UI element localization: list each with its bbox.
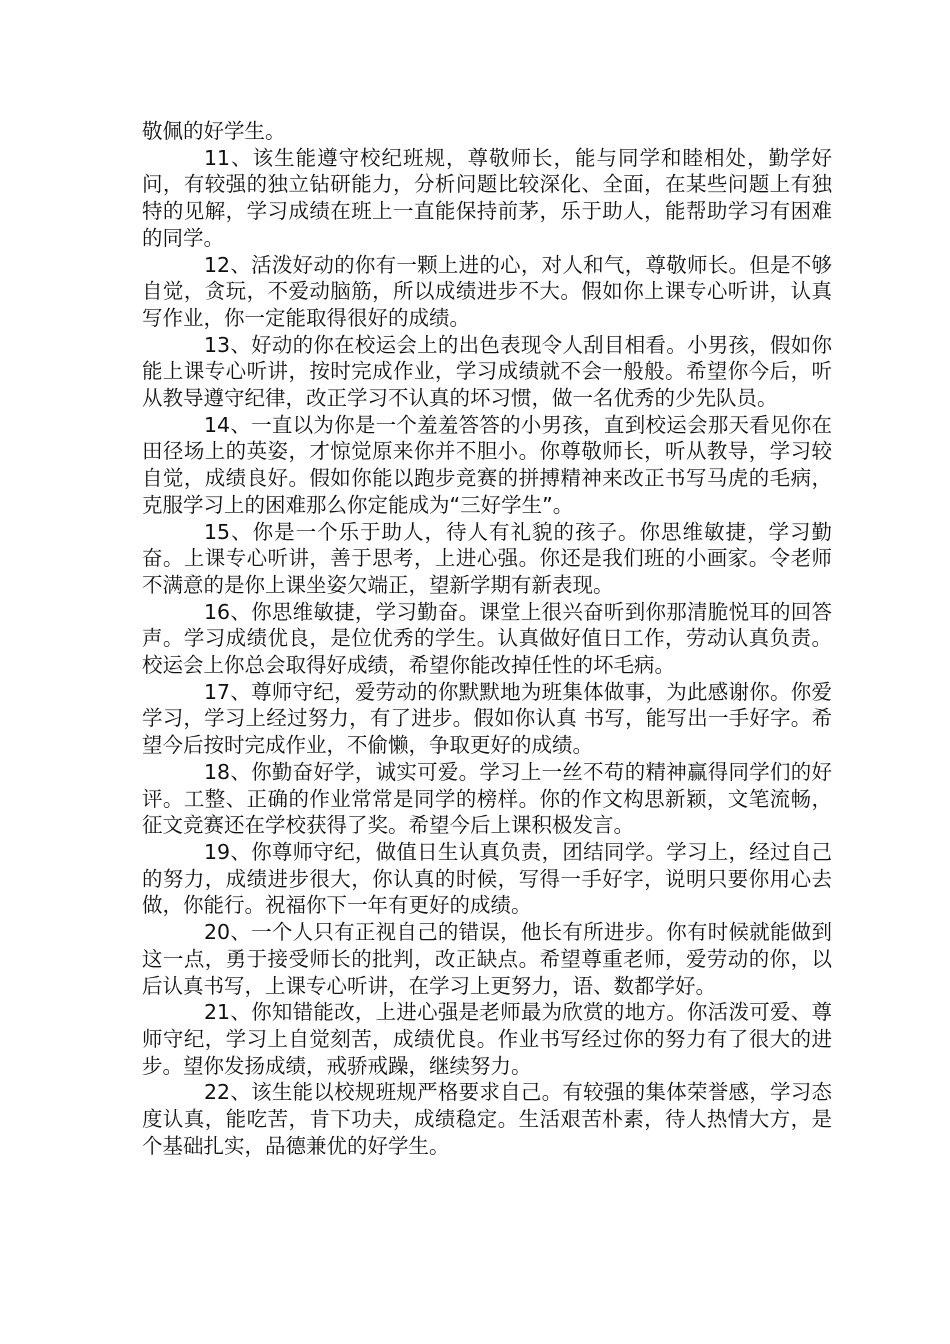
paragraph-15: 15、你是一个乐于助人，待人有礼貌的孩子。你思维敏捷，学习勤奋。上课专心听讲，善于思考，上进心强。你还是我们班的小画家。令老师不满意的是你上课坐姿欠端正，望新学期有新表现。	[142, 519, 832, 597]
paragraph-22: 22、该生能以校规班规严格要求自己。有较强的集体荣誉感，学习态度认真，能吃苦，肯下功夫，成绩稳定。生活艰苦朴素，待人热情大方，是个基础扎实，品德兼优的好学生。	[142, 1080, 832, 1158]
paragraph-19: 19、你尊师守纪，做值日生认真负责，团结同学。学习上，经过自己的努力，成绩进步很大，你认真的时候，写得一手好字，说明只要你用心去做，你能行。祝福你下一年有更好的成绩。	[142, 839, 832, 918]
paragraph-14: 14、一直以为你是一个羞羞答答的小男孩，直到校运会那天看见你在田径场上的英姿，才惊觉原来你并不胆小。你尊敬师长，听从教导，学习较自觉，成绩良好。假如你能以跑步竞赛的拼搏精神来改正书写马虎的毛病，克服学习上的困难那么你定能成为“三好学生”。	[142, 412, 832, 517]
paragraph-18: 18、你勤奋好学，诚实可爱。学习上一丝不苟的精神赢得同学们的好评。工整、正确的作业常常是同学的榜样。你的作文构思新颖，文笔流畅，征文竞赛还在学校获得了奖。希望今后上课积极发言。	[142, 759, 832, 838]
paragraph-11: 11、该生能遵守校纪班规，尊敬师长，能与同学和睦相处，勤学好问，有较强的独立钻研能力，分析问题比较深化、全面，在某些问题上有独特的见解，学习成绩在班上一直能保持前茅，乐于助人，能帮助学习有困难的同学。	[142, 145, 832, 250]
document-body	[142, 118, 832, 1159]
paragraph-12: 12、活泼好动的你有一颗上进的心，对人和气，尊敬师长。但是不够自觉，贪玩，不爱动脑筋，所以成绩进步不大。假如你上课专心听讲，认真写作业，你一定能取得很好的成绩。	[142, 252, 832, 330]
paragraph-13: 13、好动的你在校运会上的出色表现令人刮目相看。小男孩，假如你能上课专心听讲，按时完成作业，学习成绩就不会一般般。希望你今后，听从教导遵守纪律，改正学习不认真的坏习惯，做一名优秀的少先队员。	[142, 332, 832, 411]
paragraph-17: 17、尊师守纪，爱劳动的你默默地为班集体做事，为此感谢你。你爱学习，学习上经过努力，有了进步。假如你认真 书写，能写出一手好字。希望今后按时完成作业，不偷懒，争取更好的成绩。	[142, 679, 832, 758]
paragraph-16: 16、你思维敏捷，学习勤奋。课堂上很兴奋听到你那清脆悦耳的回答声。学习成绩优良，是位优秀的学生。认真做好值日工作，劳动认真负责。校运会上你总会取得好成绩，希望你能改掉任性的坏毛病。	[142, 599, 832, 678]
paragraph-continuation: 敬佩的好学生。	[142, 119, 286, 143]
paragraph-20: 20、一个人只有正视自己的错误，他长有所进步。你有时候就能做到这一点，勇于接受师长的批判，改正缺点。希望尊重老师，爱劳动的你，以后认真书写，上课专心听讲，在学习上更努力，语、数都学好。	[142, 920, 832, 998]
paragraph-21: 21、你知错能改，上进心强是老师最为欣赏的地方。你活泼可爱、尊师守纪，学习上自觉刻苦，成绩优良。作业书写经过你的努力有了很大的进步。望你发扬成绩，戒骄戒躁，继续努力。	[142, 1000, 832, 1078]
